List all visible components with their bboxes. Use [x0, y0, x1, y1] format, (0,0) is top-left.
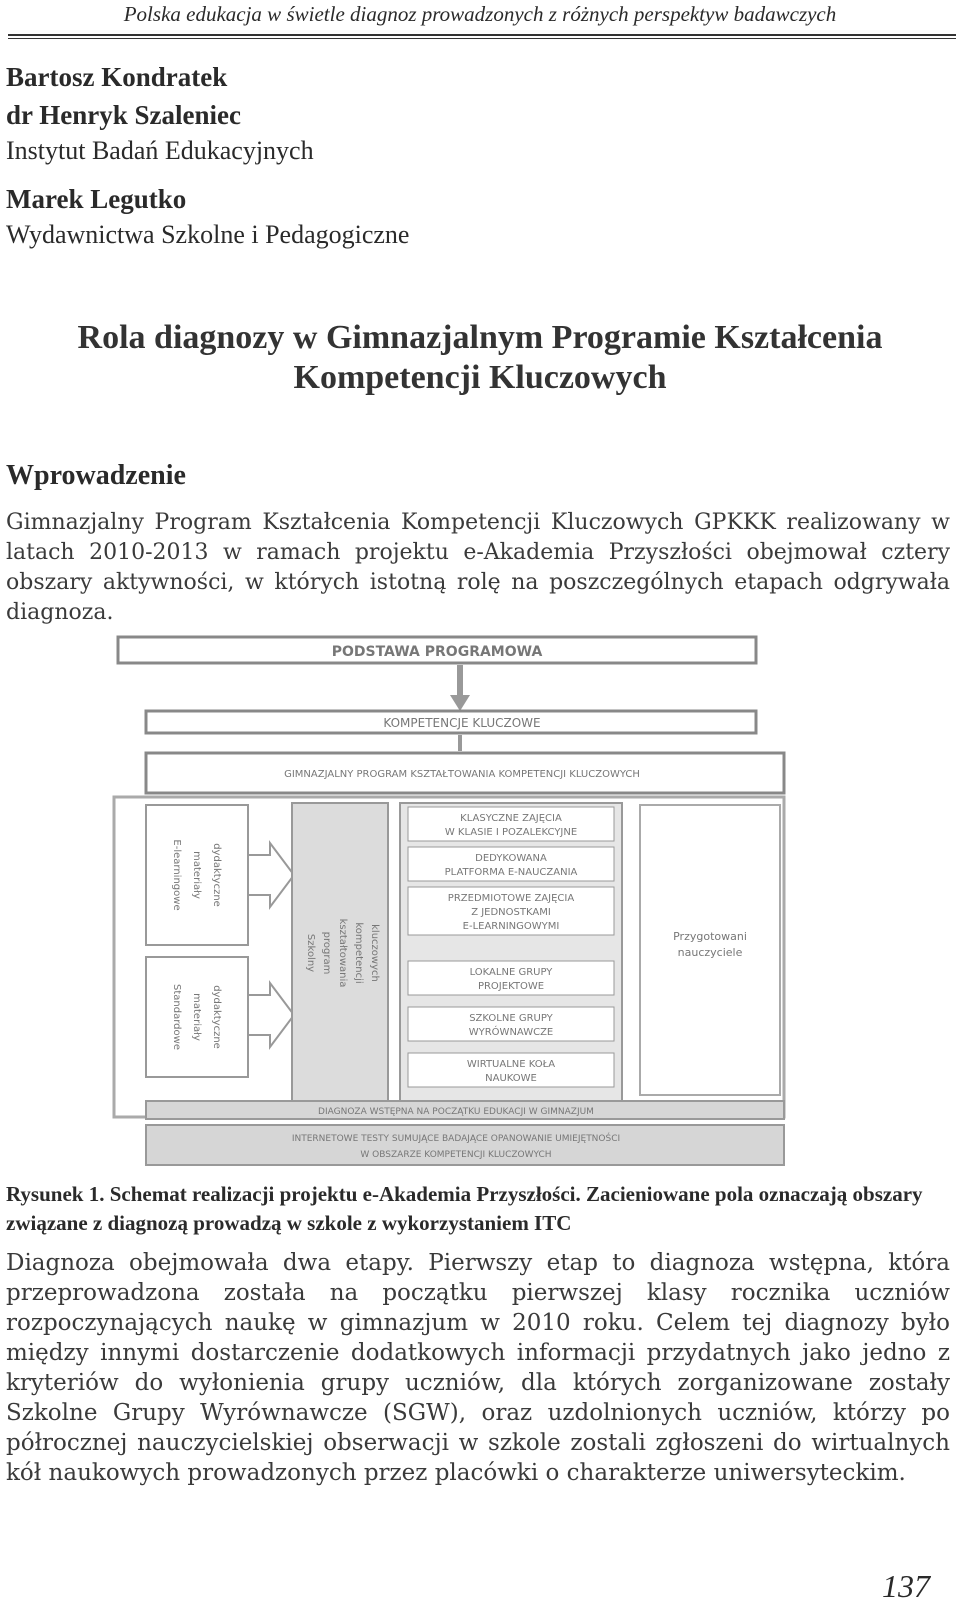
intro-paragraph: Gimnazjalny Program Kształcenia Kompetencji Kluczowych GPKKK realizowany w latach 2010-2013 w ramach projektu e-Akademia Przyszłości obejmował cztery obszary aktywności, w których istotną rolę na poszczególnych etapach odgrywała diagnoza. [6, 510, 950, 625]
svg-text:KLASYCZNE ZAJĘCIA: KLASYCZNE ZAJĘCIA [460, 813, 562, 824]
svg-text:PROJEKTOWE: PROJEKTOWE [477, 981, 545, 992]
szkolny-label: program [321, 931, 332, 975]
szkolny-label: Szkolny [305, 933, 316, 973]
kompetencje-label: KOMPETENCJE KLUCZOWE [383, 716, 541, 730]
testy-label: INTERNETOWE TESTY SUMUJĄCE BADAJĄCE OPANOWANIE UMIEJĘTNOŚCI [291, 1134, 621, 1144]
standardowe-label: dydaktyczne [211, 985, 222, 1049]
svg-text:WIRTUALNE KOŁA: WIRTUALNE KOŁA [466, 1059, 556, 1070]
przygotowani-label: Przygotowani [673, 930, 747, 943]
author-affiliation: Wydawnictwa Szkolne i Pedagogiczne [6, 220, 410, 249]
title-line: Kompetencji Kluczowych [293, 359, 667, 396]
header-rule [8, 34, 956, 39]
diagnoza-label: DIAGNOZA WSTĘPNA NA POCZĄTKU EDUKACJI W GIMNAZJUM [318, 1107, 594, 1117]
running-header: Polska edukacja w świetle diagnoz prowadzonych z różnych perspektyw badawczych [123, 2, 837, 26]
section-heading: Wprowadzenie [6, 460, 186, 491]
svg-text:LOKALNE GRUPY: LOKALNE GRUPY [469, 967, 553, 978]
activity-item [408, 887, 614, 935]
arrow-right [248, 843, 294, 907]
przygotowani-label: nauczyciele [677, 946, 743, 959]
article-title [0, 318, 960, 398]
szkolny-label: kształtowania [337, 918, 348, 988]
podstawa-label: PODSTAWA PROGRAMOWA [331, 644, 543, 660]
svg-text:W KLASIE I POZALEKCYJNE: W KLASIE I POZALEKCYJNE [444, 827, 578, 838]
author-affiliation: Instytut Badań Edukacyjnych [6, 136, 314, 165]
elearning-label: E-learningowe [171, 839, 182, 911]
activity-item [408, 961, 614, 995]
svg-text:PLATFORMA E-NAUCZANIA: PLATFORMA E-NAUCZANIA [444, 867, 578, 878]
body-paragraph: Diagnoza obejmowała dwa etapy. Pierwszy etap to diagnoza wstępna, która przeprowadzona została na początku pierwszej klasy rocznika uczniów rozpoczynających naukę w gimnazjum w 2010 roku. Celem tej diagnozy było między innymi dostarczenie dodatkowych informacji przydatnych jako jedno z kryteriów do wyłonienia grupy uczniów, dla których zorganizowane zostały Szkolne Grupy Wyrównawcze (SGW), oraz uzdolnionych uczniów, którzy po półrocznej nauczycielskiej obserwacji w szkole zostali zgłoszeni do wirtualnych kół naukowych prowadzonych przez placówki o charakterze uniwersyteckim. [6, 1250, 950, 1486]
svg-text:WYRÓWNAWCZE: WYRÓWNAWCZE [468, 1027, 554, 1038]
svg-text:Z JEDNOSTKAMI: Z JEDNOSTKAMI [471, 907, 551, 918]
title-line: Rola diagnozy w Gimnazjalnym Programie Kształcenia [77, 319, 883, 356]
svg-text:DEDYKOWANA: DEDYKOWANA [475, 853, 547, 864]
gimnazjalny-label: GIMNAZJALNY PROGRAM KSZTAŁTOWANIA KOMPETENCJI KLUCZOWYCH [284, 769, 640, 780]
figure-caption: Rysunek 1. Schemat realizacji projektu e-Akademia Przyszłości. Zacieniowane pola oznaczają obszary związane z diagnozą prowadzą w szkole z wykorzystaniem ITC [6, 1182, 923, 1235]
elearning-label: dydaktyczne [211, 843, 222, 907]
svg-text:E-LEARNINGOWYMI: E-LEARNINGOWYMI [462, 921, 560, 932]
activity-item [408, 807, 614, 841]
authors-block [6, 58, 409, 252]
activity-item [408, 847, 614, 881]
standardowe-label: materiały [191, 993, 202, 1041]
svg-text:PRZEDMIOTOWE ZAJĘCIA: PRZEDMIOTOWE ZAJĘCIA [447, 893, 575, 904]
author-name: dr Henryk Szaleniec [6, 100, 241, 130]
szkolny-label: kompetencji [353, 922, 364, 984]
szkolny-label: kluczowych [369, 924, 380, 982]
svg-text:SZKOLNE GRUPY: SZKOLNE GRUPY [469, 1013, 553, 1024]
program-diagram [110, 635, 800, 1170]
arrow-right [248, 983, 294, 1047]
author-name: Marek Legutko [6, 184, 187, 214]
svg-text:NAUKOWE: NAUKOWE [485, 1073, 537, 1084]
standardowe-label: Standardowe [171, 984, 182, 1050]
activity-item [408, 1053, 614, 1087]
activity-item [408, 1007, 614, 1041]
testy-label: W OBSZARZE KOMPETENCJI KLUCZOWYCH [360, 1150, 552, 1160]
author-name: Bartosz Kondratek [6, 62, 228, 92]
elearning-label: materiały [191, 851, 202, 899]
page-number: 137 [882, 1568, 930, 1604]
